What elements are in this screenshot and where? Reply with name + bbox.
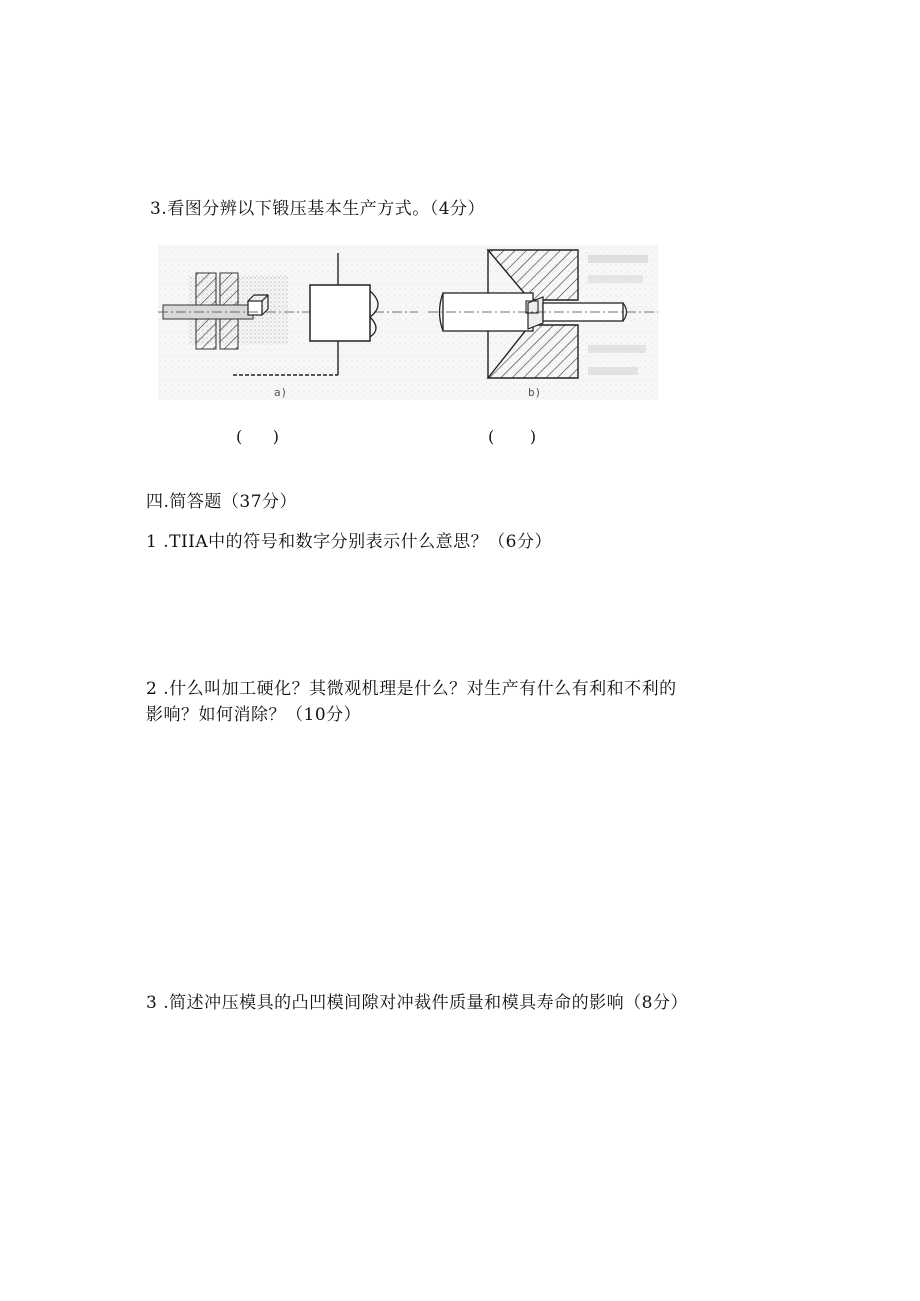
short-question-3: 3 .简述冲压模具的凸凹模间隙对冲裁件质量和模具寿命的影响（8分） (146, 993, 688, 1013)
question-3-title: 3.看图分辨以下锻压基本生产方式。（4分） (150, 199, 486, 219)
answer-blank-b[interactable]: ( ) (488, 427, 537, 446)
forging-methods-figure (158, 245, 658, 405)
figure-a-label: a) (274, 386, 288, 399)
short-question-1: 1 .TIIA中的符号和数字分别表示什么意思？（6分） (146, 532, 552, 552)
short-question-2-line-2: 影响？如何消除？（10分） (146, 705, 362, 725)
answer-blank-a[interactable]: ( ) (236, 427, 279, 446)
section-4-title: 四.简答题（37分） (146, 492, 298, 512)
short-question-2-line-1: 2 .什么叫加工硬化？其微观机理是什么？对生产有什么有利和不利的 (146, 679, 677, 699)
figure-b-label: b) (528, 386, 542, 399)
forging-diagram (158, 245, 658, 405)
